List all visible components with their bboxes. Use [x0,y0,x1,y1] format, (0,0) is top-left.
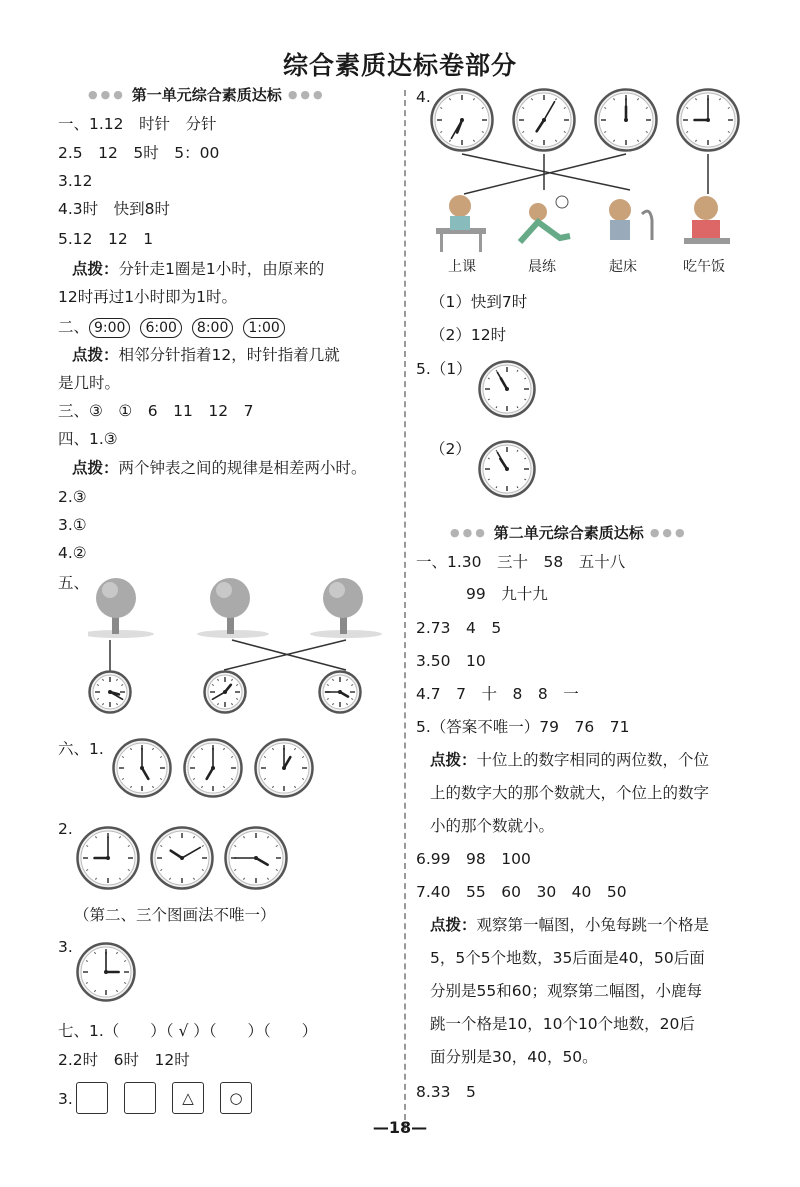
clock-icon [512,88,576,156]
time-oval: 6:00 [140,318,181,338]
tip-line: 点拨：分针走1圈是1小时，由原来的 [72,260,325,278]
answer-line: （2）12时 [430,326,507,344]
tip-line: 点拨：十位上的数字相同的两位数，个位 [430,751,710,769]
answer-line: 4.3时 快到8时 [58,200,171,218]
section-heading-unit2 [450,522,688,543]
answer-line: 4. [416,88,431,106]
answer-line: 7.40 55 60 30 40 50 [416,883,627,901]
clock-icon [203,670,247,718]
tree-icon [197,578,269,638]
activity-label: 吃午饭 [683,259,725,275]
answer-line: 2.73 4 5 [416,619,502,637]
decor-dots: ●●● [287,88,326,101]
clock-icon [183,738,243,802]
clock-icon [88,670,132,718]
clock-icon [478,360,536,422]
answer-line: 3.① [58,516,87,534]
time-oval: 1:00 [243,318,284,338]
tip-line: 点拨：两个钟表之间的规律是相差两小时。 [72,459,367,477]
clock-icon [76,826,140,894]
page-number: —18— [372,1118,428,1137]
shape-box [124,1082,156,1114]
activity-label: 上课 [448,259,476,275]
answer-line: 6.99 98 100 [416,850,531,868]
page-title: 综合素质达标卷部分 [282,51,517,80]
answer-line: 5.12 12 1 [58,230,154,248]
clock-icon [112,738,172,802]
tip-label: 点拨： [72,459,119,477]
answer-line: 4.② [58,544,87,562]
clock-icon [430,88,494,156]
tip-line: 分别是55和60；观察第二幅图，小鹿每 [430,982,702,1000]
tip-label: 点拨： [430,751,477,769]
answer-line: （1）快到7时 [430,293,528,311]
tip-line: 是几时。 [58,374,121,392]
answer-line: 一、1.30 三十 58 五十八 [416,553,626,571]
answer-line-two: 二、 9:00 6:00 8:00 1:00 [58,316,295,338]
answer-line: 2.5 12 5时 5：00 [58,144,220,162]
answer-line: 六、1. [58,740,104,758]
answer-line: 4.7 7 十 8 8 一 [416,685,579,703]
column-divider [404,90,406,1130]
tip-line: 小的那个数就小。 [430,817,555,835]
tip-line: 面分别是30，40，50。 [430,1048,598,1066]
clock-icon [150,826,214,894]
answer-line: 三、③ ① 6 11 12 7 [58,402,254,420]
lunch-illustration-icon [684,196,730,244]
tip-line: 上的数字大的那个数就大，个位上的数字 [430,784,710,802]
tip-line: 5，5个5个地数，35后面是40，50后面 [430,949,705,967]
section-heading-text: 第二单元综合素质达标 [493,524,644,542]
time-oval: 8:00 [192,318,233,338]
answer-line: 2. [58,820,73,838]
wakeup-illustration-icon [609,199,652,240]
decor-dots: ●●● [649,526,688,539]
class-illustration-icon [436,195,486,252]
clock-icon [318,670,362,718]
answer-line: 五、 [58,574,90,592]
tip-label: 点拨： [72,346,119,364]
activity-label: 晨练 [528,259,556,275]
clock-icon [254,738,314,802]
tip-label: 点拨： [72,260,119,278]
section-heading-unit1 [88,84,326,105]
activity-illustrations [430,192,750,256]
answer-line: 3.50 10 [416,652,486,670]
decor-dots: ●●● [450,526,488,539]
answer-line: 99 九十九 [466,585,548,603]
answer-line: 5.（1） [416,360,472,378]
answer-line: 一、1.12 时针 分针 [58,115,217,133]
exercise-illustration-icon [520,196,570,242]
answer-line: 2.③ [58,488,87,506]
shape-box: △ [172,1082,204,1114]
answer-line: 5.（答案不唯一）79 76 71 [416,718,630,736]
answer-line: 2.2时 6时 12时 [58,1051,190,1069]
tree-icon [88,578,154,638]
clock-icon [478,440,536,502]
tree-icon [310,578,382,638]
answer-line: 七、1.（ ）（ √ ）（ ）（ ） [58,1022,318,1040]
tip-label: 点拨： [430,916,477,934]
tip-line: 点拨：观察第一幅图，小兔每跳一个格是 [430,916,710,934]
answer-line: 3.12 [58,172,93,190]
tree-row [88,576,388,638]
tip-line: 点拨：相邻分针指着12，时针指着几就 [72,346,340,364]
answer-line: 3. [58,938,73,956]
section-heading-text: 第一单元综合素质达标 [131,86,282,104]
activity-label: 起床 [609,259,637,275]
note-line: （第二、三个图画法不唯一） [74,906,276,924]
clock-icon [594,88,658,156]
answer-line: 四、1.③ [58,430,118,448]
answer-line: 8.33 5 [416,1083,476,1101]
answer-line: 3. [58,1090,73,1108]
decor-dots: ●●● [88,88,126,101]
tip-line: 12时再过1小时即为1时。 [58,288,237,306]
clock-icon [676,88,740,156]
shape-box [76,1082,108,1114]
tip-line: 跳一个格是10，10个10个地数，20后 [430,1015,695,1033]
shape-box: ○ [220,1082,252,1114]
clock-icon [224,826,288,894]
clock-icon [76,942,136,1006]
answer-line: （2） [430,440,471,458]
time-oval: 9:00 [89,318,130,338]
